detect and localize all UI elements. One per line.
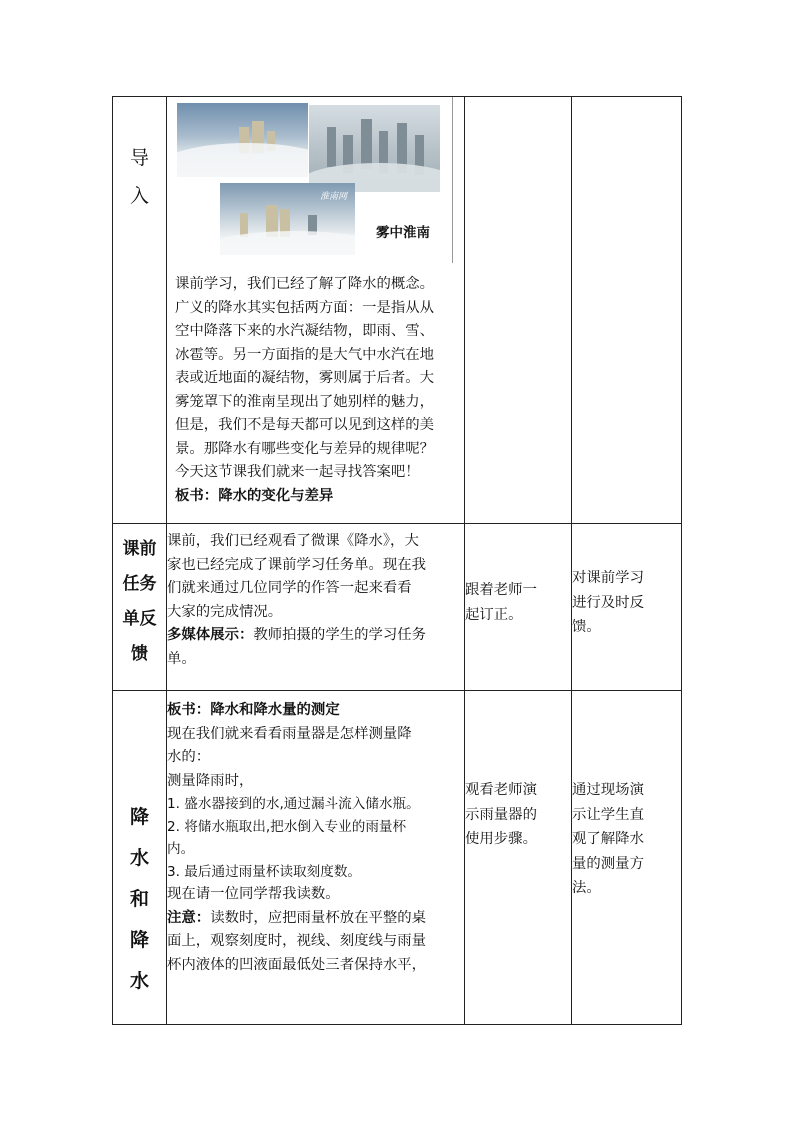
text-line: 示让学生直 (572, 806, 644, 823)
media-text: 教师拍摄的学生的学习任务 (253, 627, 427, 643)
stage-label: 入 (129, 185, 149, 207)
stage-label: 导 (129, 147, 149, 169)
teacher-text (167, 263, 464, 508)
stage-label: 单反 (122, 609, 157, 629)
text-line: 表或近地面的凝结物，雾则属于后者。大 (175, 370, 435, 386)
stage-label: 任务 (122, 574, 157, 594)
design-intent-cell (572, 97, 682, 524)
text-line: 现在请一位同学帮我读数。 (167, 886, 340, 902)
text-line: 馈。 (572, 619, 601, 635)
text-line: 家也已经完成了课前学习任务单。现在我 (167, 556, 427, 573)
board-label: 板书： (175, 487, 219, 504)
text-line: 现在我们就来看看雨量器是怎样测量降 (167, 725, 412, 742)
fog-photo-2 (309, 105, 440, 192)
fog-photo-collage (177, 103, 454, 263)
text-line: 通过现场演 (572, 782, 644, 798)
text-line: 但是，我们不是每天都可以见到这样的美 (175, 417, 435, 433)
stage-cell (113, 524, 167, 691)
step-line: 2. 将储水瓶取出,把水倒入专业的雨量杯 (167, 818, 407, 835)
stage-label: 水 (129, 847, 149, 869)
board-text: 降水的变化与差异 (218, 487, 334, 504)
text-line: 法。 (572, 880, 601, 896)
text-line: 量的测量方 (572, 855, 644, 872)
text-line: 观看老师演 (465, 782, 537, 798)
row-introduction (113, 97, 682, 524)
lesson-plan-table (112, 96, 682, 1025)
text-line: 课前学习，我们已经了解了降水的概念。 (175, 276, 435, 292)
board-note (167, 699, 464, 723)
text-line: 冰雹等。另一方面指的是大气中水汽在地 (175, 346, 435, 363)
stage-label: 馈 (131, 644, 148, 664)
text-line: 跟着老师一 (465, 582, 537, 598)
teacher-activity-cell (167, 524, 465, 691)
text-line: 今天这节课我们就来一起寻找答案吧！ (175, 464, 420, 480)
step-line: 1. 盛水器接到的水,通过漏斗流入储水瓶。 (167, 796, 420, 812)
text-line: 使用步骤。 (465, 831, 537, 847)
text-line: 测量降雨时， (167, 772, 254, 789)
media-label: 多媒体展示： (167, 627, 254, 643)
board-note (175, 485, 458, 509)
photo-caption: 雾中淮南 (376, 225, 430, 241)
fog-photo-3 (220, 183, 355, 255)
text-line: 雾笼罩下的淮南呈现出了她别样的魅力， (175, 393, 435, 410)
teacher-activity-cell (167, 97, 465, 524)
stage-cell (113, 97, 167, 524)
fog-photo-1 (177, 103, 308, 177)
text-line: 课前，我们已经观看了微课《降水》，大 (167, 533, 419, 549)
image-border-line (452, 97, 453, 263)
design-intent-cell (572, 691, 682, 1025)
student-activity-cell (465, 97, 572, 524)
text-line: 单。 (167, 650, 196, 667)
caution-note (167, 907, 464, 931)
note-text: 读数时，应把雨量杯放在平整的桌 (210, 909, 427, 926)
step-line: 3. 最后通过雨量杯读取刻度数。 (167, 863, 362, 880)
board-text: 降水和降水量的测定 (210, 702, 340, 718)
stage-label: 课前 (122, 539, 157, 559)
media-note (167, 624, 464, 648)
text-line: 示雨量器的 (465, 806, 537, 823)
design-intent-cell (572, 524, 682, 691)
text-line: 杯内液体的凹液面最低处三者保持水平， (167, 956, 427, 973)
stage-label: 和 (129, 888, 149, 910)
row-task-feedback (113, 524, 682, 691)
text-line: 对课前学习 (572, 570, 644, 586)
board-label: 板书： (167, 702, 211, 718)
text-line: 们就来通过几位同学的作答一起来看看 (167, 580, 412, 596)
text-line: 广义的降水其实包括两方面：一是指从从 (175, 299, 435, 316)
text-line: 大家的完成情况。 (167, 603, 283, 620)
stage-label: 水 (129, 970, 149, 992)
student-activity-cell (465, 691, 572, 1025)
text-line: 水的： (167, 749, 211, 765)
student-activity-cell (465, 524, 572, 691)
step-line: 内。 (167, 841, 195, 857)
photo-watermark: 淮南网 (319, 192, 347, 202)
stage-label: 降 (129, 806, 149, 828)
text-line: 起订正。 (465, 606, 523, 623)
row-precipitation-measurement (113, 691, 682, 1025)
text-line: 空中降落下来的水汽凝结物，即雨、雪、 (175, 323, 435, 339)
text-line: 面上，观察刻度时，视线、刻度线与雨量 (167, 933, 427, 949)
teacher-activity-cell (167, 691, 465, 1025)
text-line: 景。那降水有哪些变化与差异的规律呢？ (175, 440, 435, 457)
stage-cell (113, 691, 167, 1025)
text-line: 观了解降水 (572, 831, 644, 847)
text-line: 进行及时反 (572, 594, 644, 611)
note-label: 注意： (167, 909, 211, 926)
stage-label: 降 (129, 929, 149, 951)
